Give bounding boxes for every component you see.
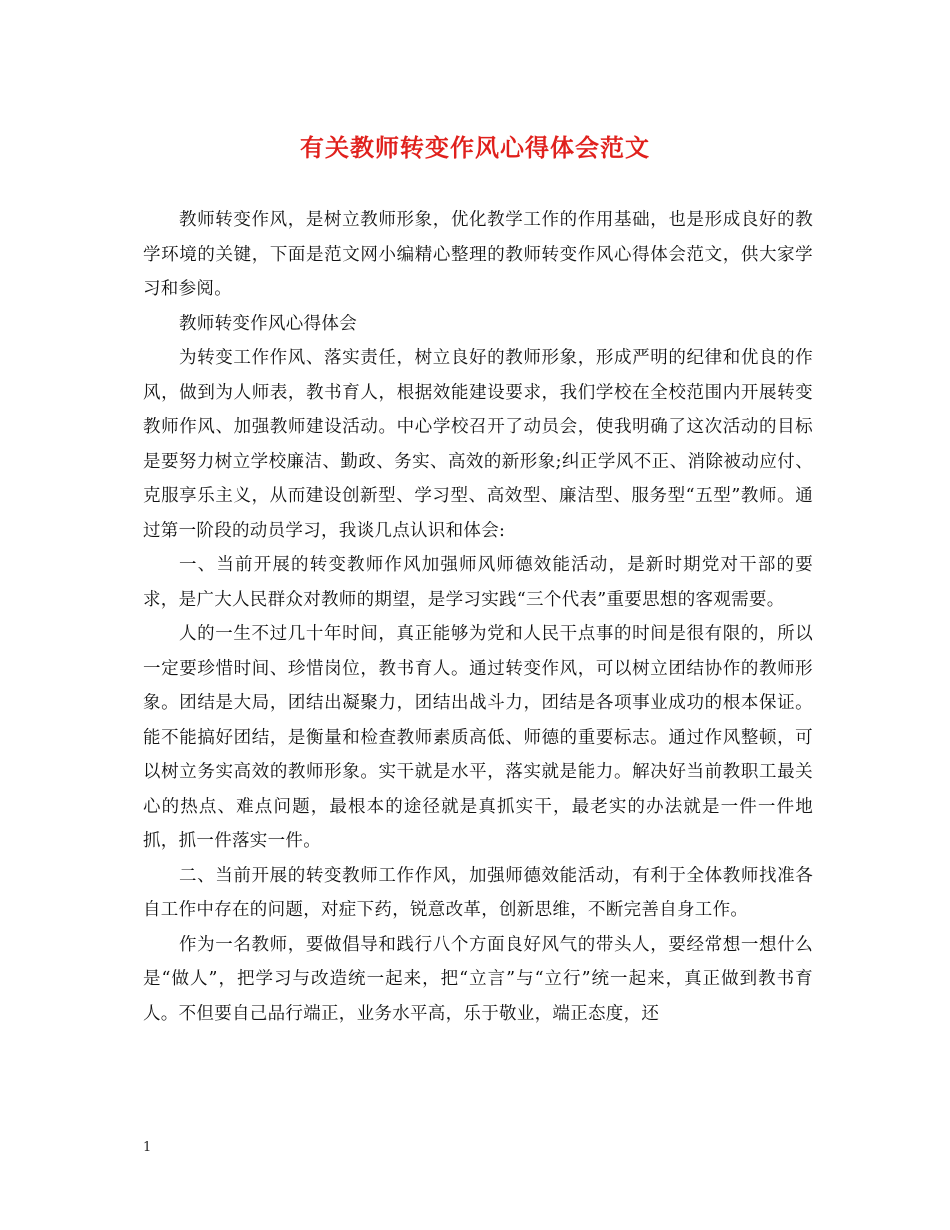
paragraph-body: 一、当前开展的转变教师作风加强师风师德效能活动，是新时期党对干部的要求，是广大人民群众对教师的期望，是学习实践“三个代表”重要思想的客观需要。	[143, 555, 813, 610]
paragraph-body: 为转变工作作风、落实责任，树立良好的教师形象，形成严明的纪律和优良的作风，做到为人师表，教书育人，根据效能建设要求，我们学校在全校范围内开展转变教师作风、加强教师建设活动。中心学校召开了动员会，使我明确了这次活动的目标是要努力树立学校廉洁、勤政、务实、高效的新形象;纠正学风不正、消除被动应付、克服享乐主义，从而建设创新型、学习型、高效型、廉洁型、服务型“五型”教师。通过第一阶段的动员学习，我谈几点认识和体会:	[143, 348, 813, 541]
paragraph-body: 二、当前开展的转变教师工作作风，加强师德效能活动，有利于全体教师找准各自工作中存在的问题，对症下药，锐意改革，创新思维，不断完善自身工作。	[143, 865, 813, 920]
paragraph-body: 人的一生不过几十年时间，真正能够为党和人民干点事的时间是很有限的，所以一定要珍惜时间、珍惜岗位，教书育人。通过转变作风，可以树立团结协作的教师形象。团结是大局，团结出凝聚力，团结出战斗力，团结是各项事业成功的根本保证。能不能搞好团结，是衡量和检查教师素质高低、师德的重要标志。通过作风整顿，可以树立务实高效的教师形象。实干就是水平，落实就是能力。解决好当前教职工最关心的热点、难点问题，最根本的途径就是真抓实干，最老实的办法就是一件一件地抓，抓一件落实一件。	[143, 624, 813, 851]
document-title: 有关教师转变作风心得体会范文	[300, 133, 650, 162]
document-body	[143, 203, 813, 1031]
page-number: 1	[143, 1140, 152, 1155]
paragraph-body: 作为一名教师，要做倡导和践行八个方面良好风气的带头人，要经常想一想什么是“做人”，把学习与改造统一起来，把“立言”与“立行”统一起来，真正做到教书育人。不但要自己品行端正，业务水平高，乐于敬业，端正态度，还	[143, 934, 813, 1024]
paragraph-subheading: 教师转变作风心得体会	[179, 313, 357, 334]
paragraph-intro: 教师转变作风，是树立教师形象，优化教学工作的作用基础，也是形成良好的教学环境的关键，下面是范文网小编精心整理的教师转变作风心得体会范文，供大家学习和参阅。	[143, 210, 813, 299]
